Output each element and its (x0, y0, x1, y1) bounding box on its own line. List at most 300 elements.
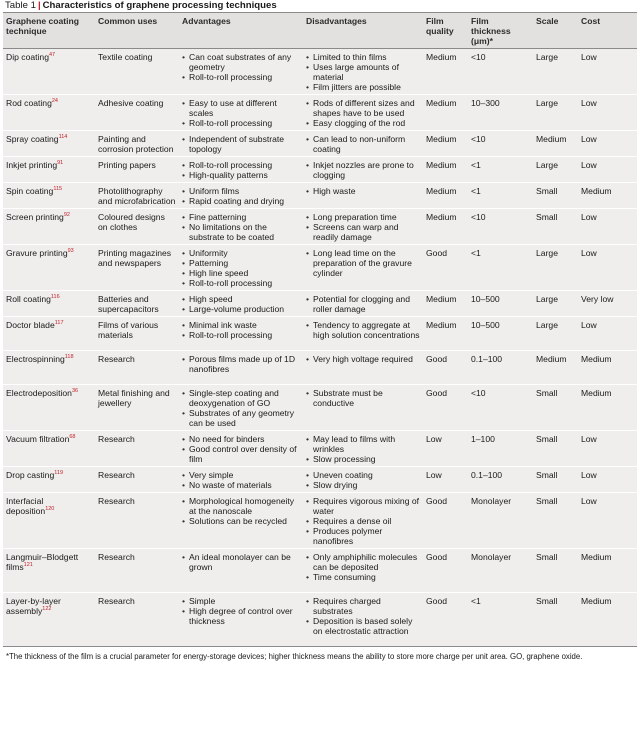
cell-disadvantages (303, 493, 423, 549)
cell-cost-value: Low (581, 134, 597, 144)
list-item: • Long preparation time (306, 212, 420, 222)
table-row (3, 385, 637, 431)
cell-film-quality (423, 549, 468, 593)
cell-cost-value: Low (581, 496, 597, 506)
cell-film-quality (423, 131, 468, 157)
cell-disadvantages-list (306, 434, 420, 464)
cell-disadvantages-list (306, 294, 420, 314)
cell-scale-value: Small (536, 596, 558, 606)
list-item: • Substrates of any geometry can be used (182, 408, 300, 428)
list-item: • Requires vigorous mixing of water (306, 496, 420, 516)
cell-disadvantages-list (306, 52, 420, 92)
cell-scale (533, 549, 578, 593)
cell-advantages-list (182, 212, 300, 242)
cell-disadvantages-list (306, 248, 420, 278)
cell-technique (3, 593, 95, 647)
reference-number: 122 (42, 606, 52, 613)
cell-film-quality (423, 593, 468, 647)
table-row (3, 431, 637, 467)
header-cost: Cost (578, 13, 637, 49)
cell-disadvantages (303, 157, 423, 183)
list-item: • Fine patterning (182, 212, 300, 222)
list-item: • Very high voltage required (306, 354, 420, 364)
common-uses-text: Research (98, 434, 135, 444)
list-item: • High waste (306, 186, 420, 196)
cell-technique (3, 351, 95, 385)
list-item: • Independent of substrate topology (182, 134, 300, 154)
cell-scale-value: Small (536, 434, 558, 444)
cell-cost (578, 467, 637, 493)
cell-technique (3, 49, 95, 95)
cell-scale-value: Small (536, 470, 558, 480)
cell-disadvantages (303, 317, 423, 351)
cell-common-uses (95, 131, 179, 157)
cell-technique (3, 209, 95, 245)
cell-film-thickness (468, 49, 533, 95)
header-film-thickness: Film thickness (μm)* (468, 13, 533, 49)
table-row (3, 549, 637, 593)
cell-advantages-list (182, 98, 300, 128)
cell-common-uses (95, 49, 179, 95)
cell-advantages-list (182, 320, 300, 340)
list-item: • Roll-to-roll processing (182, 278, 300, 288)
cell-film-quality-value: Medium (426, 320, 457, 330)
cell-film-quality-value: Good (426, 552, 448, 562)
list-item: • Can coat substrates of any geometry (182, 52, 300, 72)
cell-cost (578, 431, 637, 467)
cell-scale-value: Large (536, 248, 558, 258)
cell-disadvantages-list (306, 98, 420, 128)
list-item: • Requires charged substrates (306, 596, 420, 616)
list-item: • Minimal ink waste (182, 320, 300, 330)
list-item: • Roll-to-roll processing (182, 330, 300, 340)
technique-name: Drop casting (6, 470, 55, 480)
cell-disadvantages (303, 245, 423, 291)
cell-film-quality (423, 291, 468, 317)
cell-film-thickness-value: 10–500 (471, 320, 500, 330)
cell-disadvantages (303, 351, 423, 385)
common-uses-text: Coloured designs on clothes (98, 212, 165, 232)
cell-film-thickness (468, 131, 533, 157)
cell-scale (533, 245, 578, 291)
cell-scale (533, 49, 578, 95)
list-item: • Slow processing (306, 454, 420, 464)
cell-film-quality (423, 157, 468, 183)
cell-film-thickness (468, 317, 533, 351)
cell-scale (533, 385, 578, 431)
cell-cost (578, 245, 637, 291)
header-scale: Scale (533, 13, 578, 49)
list-item: • Simple (182, 596, 300, 606)
cell-scale-value: Large (536, 52, 558, 62)
table-row (3, 593, 637, 647)
list-item: • Potential for clogging and roller damage (306, 294, 420, 314)
header-common-uses: Common uses (95, 13, 179, 49)
reference-number: 91 (57, 160, 64, 167)
reference-number: 117 (54, 320, 64, 327)
list-item: • High degree of control over thickness (182, 606, 300, 626)
cell-scale-value: Large (536, 160, 558, 170)
technique-name: Langmuir–Blodgett films (6, 552, 79, 572)
cell-film-thickness-value: 10–500 (471, 294, 500, 304)
cell-technique (3, 317, 95, 351)
table-row (3, 467, 637, 493)
cell-common-uses (95, 385, 179, 431)
cell-film-thickness (468, 183, 533, 209)
cell-scale (533, 183, 578, 209)
technique-name: Screen printing (6, 212, 64, 222)
cell-common-uses (95, 291, 179, 317)
cell-film-quality-value: Medium (426, 294, 457, 304)
cell-cost-value: Low (581, 320, 597, 330)
cell-film-quality (423, 49, 468, 95)
technique-name: Interfacial deposition (6, 496, 46, 516)
cell-technique (3, 245, 95, 291)
cell-film-quality-value: Low (426, 434, 442, 444)
cell-disadvantages (303, 593, 423, 647)
technique-name: Electrodeposition (6, 388, 72, 398)
cell-film-thickness (468, 549, 533, 593)
list-item: • No need for binders (182, 434, 300, 444)
cell-cost-value: Medium (581, 354, 612, 364)
cell-cost (578, 593, 637, 647)
common-uses-text: Textile coating (98, 52, 153, 62)
cell-film-quality-value: Low (426, 470, 442, 480)
cell-advantages-list (182, 470, 300, 490)
cell-cost-value: Low (581, 160, 597, 170)
cell-disadvantages (303, 183, 423, 209)
cell-disadvantages (303, 49, 423, 95)
cell-cost (578, 183, 637, 209)
cell-scale (533, 209, 578, 245)
cell-disadvantages-list (306, 388, 420, 408)
cell-film-thickness-value: <10 (471, 388, 486, 398)
cell-film-quality (423, 385, 468, 431)
cell-film-thickness (468, 95, 533, 131)
list-item: • Uses large amounts of material (306, 62, 420, 82)
cell-advantages-list (182, 552, 300, 572)
cell-cost-value: Low (581, 98, 597, 108)
cell-advantages (179, 467, 303, 493)
cell-technique (3, 95, 95, 131)
technique-name: Doctor blade (6, 320, 55, 330)
cell-common-uses (95, 351, 179, 385)
cell-disadvantages-list (306, 186, 420, 196)
cell-scale (533, 493, 578, 549)
cell-advantages (179, 493, 303, 549)
cell-film-quality-value: Medium (426, 52, 457, 62)
reference-number: 68 (69, 434, 76, 441)
common-uses-text: Research (98, 496, 135, 506)
cell-film-quality-value: Medium (426, 98, 457, 108)
cell-common-uses (95, 183, 179, 209)
cell-technique (3, 467, 95, 493)
cell-film-thickness-value: <10 (471, 212, 486, 222)
technique-name: Spray coating (6, 134, 59, 144)
cell-advantages (179, 95, 303, 131)
cell-film-quality-value: Good (426, 248, 448, 258)
cell-advantages-list (182, 496, 300, 526)
technique-name: Electrospinning (6, 354, 65, 364)
cell-advantages-list (182, 388, 300, 428)
technique-name: Roll coating (6, 294, 51, 304)
common-uses-text: Research (98, 596, 135, 606)
cell-scale-value: Small (536, 388, 558, 398)
list-item: • Deposition is based solely on electrostatic attraction (306, 616, 420, 636)
cell-cost-value: Very low (581, 294, 614, 304)
cell-technique (3, 549, 95, 593)
reference-number: 36 (71, 388, 79, 395)
cell-common-uses (95, 209, 179, 245)
cell-scale (533, 467, 578, 493)
cell-technique (3, 157, 95, 183)
cell-film-quality-value: Medium (426, 134, 457, 144)
cell-film-quality (423, 317, 468, 351)
cell-disadvantages-list (306, 496, 420, 546)
technique-name: Inkjet printing (6, 160, 58, 170)
cell-common-uses (95, 157, 179, 183)
cell-film-thickness (468, 431, 533, 467)
list-item: • Roll-to-roll processing (182, 72, 300, 82)
cell-disadvantages-list (306, 160, 420, 180)
caption-separator: | (37, 0, 41, 11)
cell-advantages-list (182, 186, 300, 206)
common-uses-text: Research (98, 470, 135, 480)
cell-film-thickness-value: <10 (471, 134, 486, 144)
list-item: • Slow drying (306, 480, 420, 490)
cell-common-uses (95, 593, 179, 647)
cell-common-uses (95, 549, 179, 593)
reference-number: 114 (58, 134, 68, 141)
list-item: • High-quality patterns (182, 170, 300, 180)
table-row (3, 291, 637, 317)
cell-advantages (179, 183, 303, 209)
list-item: • Rapid coating and drying (182, 196, 300, 206)
list-item: • Produces polymer nanofibres (306, 526, 420, 546)
reference-number: 93 (67, 248, 74, 255)
list-item: • Easy to use at different scales (182, 98, 300, 118)
common-uses-text: Research (98, 552, 135, 562)
cell-cost-value: Medium (581, 186, 612, 196)
list-item: • Time consuming (306, 572, 420, 582)
table-row (3, 493, 637, 549)
cell-disadvantages (303, 209, 423, 245)
cell-technique (3, 183, 95, 209)
list-item: • Solutions can be recycled (182, 516, 300, 526)
cell-advantages (179, 131, 303, 157)
cell-film-thickness-value: <1 (471, 186, 481, 196)
cell-cost (578, 385, 637, 431)
cell-film-thickness-value: 1–100 (471, 434, 495, 444)
list-item: • Patterning (182, 258, 300, 268)
cell-disadvantages (303, 131, 423, 157)
list-item: • Requires a dense oil (306, 516, 420, 526)
cell-disadvantages-list (306, 354, 420, 364)
cell-film-quality-value: Medium (426, 186, 457, 196)
common-uses-text: Printing papers (98, 160, 156, 170)
cell-advantages (179, 291, 303, 317)
cell-advantages-list (182, 596, 300, 626)
cell-cost (578, 317, 637, 351)
table-row (3, 157, 637, 183)
cell-film-quality (423, 183, 468, 209)
list-item: • High speed (182, 294, 300, 304)
cell-disadvantages (303, 431, 423, 467)
cell-disadvantages (303, 549, 423, 593)
list-item: • Long lead time on the preparation of the gravure cylinder (306, 248, 420, 278)
cell-scale-value: Small (536, 552, 558, 562)
cell-cost (578, 95, 637, 131)
cell-cost (578, 493, 637, 549)
common-uses-text: Adhesive coating (98, 98, 164, 108)
cell-film-thickness-value: 0.1–100 (471, 470, 503, 480)
list-item: • Large-volume production (182, 304, 300, 314)
list-item: • No limitations on the substrate to be coated (182, 222, 300, 242)
cell-disadvantages (303, 95, 423, 131)
list-item: • Screens can warp and readily damage (306, 222, 420, 242)
cell-film-quality-value: Good (426, 354, 448, 364)
cell-film-thickness (468, 593, 533, 647)
reference-number: 92 (63, 212, 70, 219)
cell-common-uses (95, 245, 179, 291)
common-uses-text: Printing magazines and newspapers (98, 248, 172, 268)
cell-advantages (179, 245, 303, 291)
cell-film-thickness-value: Monolayer (471, 496, 512, 506)
cell-scale (533, 291, 578, 317)
cell-scale-value: Large (536, 98, 558, 108)
list-item: • Very simple (182, 470, 300, 480)
cell-film-quality (423, 95, 468, 131)
cell-common-uses (95, 467, 179, 493)
cell-cost (578, 351, 637, 385)
cell-scale (533, 95, 578, 131)
cell-scale (533, 431, 578, 467)
cell-disadvantages-list (306, 470, 420, 490)
cell-film-thickness (468, 467, 533, 493)
reference-number: 116 (50, 294, 60, 301)
table-header (3, 13, 637, 49)
table-caption (3, 0, 637, 12)
cell-film-thickness (468, 385, 533, 431)
cell-film-quality (423, 493, 468, 549)
cell-scale-value: Medium (536, 354, 567, 364)
cell-scale-value: Large (536, 294, 558, 304)
cell-film-quality (423, 467, 468, 493)
list-item: • Roll-to-roll processing (182, 160, 300, 170)
list-item: • Uniformity (182, 248, 300, 258)
table-row (3, 351, 637, 385)
table-row (3, 245, 637, 291)
header-disadvantages: Disadvantages (303, 13, 423, 49)
cell-common-uses (95, 95, 179, 131)
reference-number: 119 (54, 470, 64, 477)
cell-advantages (179, 209, 303, 245)
table-row (3, 131, 637, 157)
technique-name: Layer-by-layer assembly (6, 596, 61, 616)
cell-scale (533, 351, 578, 385)
cell-scale-value: Small (536, 212, 558, 222)
cell-film-thickness (468, 157, 533, 183)
cell-film-quality (423, 431, 468, 467)
cell-disadvantages-list (306, 552, 420, 582)
table-row (3, 183, 637, 209)
cell-film-thickness (468, 209, 533, 245)
list-item: • Rods of different sizes and shapes have to be used (306, 98, 420, 118)
cell-advantages (179, 351, 303, 385)
list-item: • Easy clogging of the rod (306, 118, 420, 128)
technique-name: Gravure printing (6, 248, 68, 258)
cell-scale (533, 593, 578, 647)
reference-number: 118 (64, 354, 74, 361)
cell-scale-value: Small (536, 496, 558, 506)
cell-advantages-list (182, 52, 300, 82)
list-item: • Only amphiphilic molecules can be deposited (306, 552, 420, 572)
cell-cost-value: Medium (581, 388, 612, 398)
table-body (3, 49, 637, 647)
cell-advantages (179, 431, 303, 467)
cell-film-thickness-value: <10 (471, 52, 486, 62)
cell-advantages (179, 317, 303, 351)
reference-number: 24 (51, 98, 58, 105)
cell-cost (578, 131, 637, 157)
table-row (3, 317, 637, 351)
reference-number: 47 (49, 52, 56, 59)
cell-film-quality-value: Good (426, 496, 448, 506)
cell-scale-value: Large (536, 320, 558, 330)
cell-disadvantages-list (306, 212, 420, 242)
table-row (3, 95, 637, 131)
technique-name: Rod coating (6, 98, 52, 108)
cell-advantages (179, 49, 303, 95)
common-uses-text: Painting and corrosion protection (98, 134, 174, 154)
cell-cost-value: Medium (581, 596, 612, 606)
cell-disadvantages (303, 467, 423, 493)
cell-film-thickness-value: <1 (471, 248, 481, 258)
common-uses-text: Research (98, 354, 135, 364)
cell-advantages-list (182, 248, 300, 288)
list-item: • Good control over density of film (182, 444, 300, 464)
list-item: • Tendency to aggregate at high solution concentrations (306, 320, 420, 340)
cell-disadvantages-list (306, 596, 420, 636)
cell-advantages (179, 549, 303, 593)
reference-number: 120 (45, 506, 55, 513)
cell-cost-value: Medium (581, 552, 612, 562)
cell-common-uses (95, 431, 179, 467)
cell-advantages (179, 593, 303, 647)
cell-cost-value: Low (581, 212, 597, 222)
list-item: • Substrate must be conductive (306, 388, 420, 408)
cell-film-thickness-value: <1 (471, 160, 481, 170)
cell-film-thickness (468, 351, 533, 385)
list-item: • No waste of materials (182, 480, 300, 490)
cell-film-thickness-value: Monolayer (471, 552, 512, 562)
cell-film-quality (423, 245, 468, 291)
list-item: • Roll-to-roll processing (182, 118, 300, 128)
technique-name: Spin coating (6, 186, 54, 196)
reference-number: 115 (53, 186, 63, 193)
technique-name: Vacuum filtration (6, 434, 70, 444)
cell-disadvantages (303, 385, 423, 431)
list-item: • Can lead to non-uniform coating (306, 134, 420, 154)
table-footnote: *The thickness of the film is a crucial parameter for energy-storage devices; higher thickness means the ability to store more charge per unit area. GO, graphene oxide. (6, 652, 583, 661)
cell-scale (533, 317, 578, 351)
cell-scale (533, 157, 578, 183)
cell-cost (578, 157, 637, 183)
cell-cost-value: Low (581, 248, 597, 258)
cell-disadvantages (303, 291, 423, 317)
cell-advantages-list (182, 294, 300, 314)
cell-film-thickness (468, 493, 533, 549)
